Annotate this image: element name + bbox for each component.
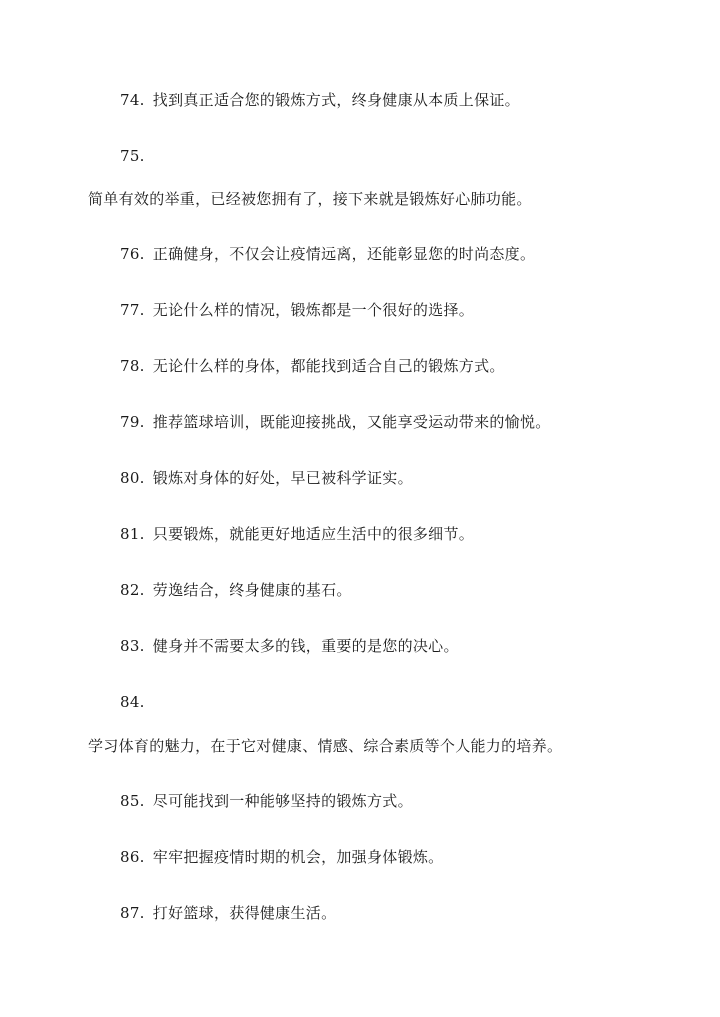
item-number: 79. bbox=[120, 413, 145, 431]
list-item bbox=[120, 90, 520, 110]
item-number: 82. bbox=[120, 581, 145, 599]
item-text: 学习体育的魅力，在于它对健康、情感、综合素质等个人能力的培养。 bbox=[88, 737, 563, 755]
list-item bbox=[120, 300, 474, 320]
item-text: 推荐篮球培训，既能迎接挑战，又能享受运动带来的愉悦。 bbox=[152, 413, 551, 431]
list-item bbox=[120, 636, 459, 656]
list-item bbox=[120, 580, 352, 600]
item-number: 80. bbox=[120, 469, 145, 487]
item-text: 简单有效的举重，已经被您拥有了，接下来就是锻炼好心肺功能。 bbox=[88, 190, 532, 208]
list-item bbox=[120, 524, 474, 544]
item-number: 75. bbox=[120, 147, 145, 165]
item-text: 劳逸结合，终身健康的基石。 bbox=[152, 581, 352, 599]
item-text: 锻炼对身体的好处，早已被科学证实。 bbox=[152, 469, 413, 487]
item-text: 打好篮球，获得健康生活。 bbox=[152, 904, 337, 922]
item-number: 84. bbox=[120, 693, 145, 711]
item-number: 74. bbox=[120, 91, 145, 109]
item-number: 81. bbox=[120, 525, 145, 543]
item-text: 尽可能找到一种能够坚持的锻炼方式。 bbox=[152, 792, 413, 810]
item-text: 牢牢把握疫情时期的机会，加强身体锻炼。 bbox=[152, 848, 444, 866]
item-number: 77. bbox=[120, 301, 145, 319]
item-number: 76. bbox=[120, 245, 145, 263]
list-item bbox=[120, 412, 551, 432]
item-text: 正确健身，不仅会让疫情远离，还能彰显您的时尚态度。 bbox=[152, 245, 536, 263]
list-item bbox=[120, 903, 336, 923]
list-item bbox=[120, 468, 413, 488]
list-item bbox=[120, 692, 153, 712]
item-text: 找到真正适合您的锻炼方式，终身健康从本质上保证。 bbox=[152, 91, 520, 109]
item-text: 无论什么样的身体，都能找到适合自己的锻炼方式。 bbox=[152, 357, 505, 375]
item-number: 87. bbox=[120, 904, 145, 922]
list-item bbox=[120, 356, 505, 376]
list-item bbox=[120, 791, 413, 811]
item-text: 无论什么样的情况，锻炼都是一个很好的选择。 bbox=[152, 301, 475, 319]
list-item bbox=[120, 146, 153, 166]
list-item bbox=[120, 847, 443, 867]
item-text: 健身并不需要太多的钱，重要的是您的决心。 bbox=[152, 637, 459, 655]
item-number: 86. bbox=[120, 848, 145, 866]
item-text: 只要锻炼，就能更好地适应生活中的很多细节。 bbox=[152, 525, 475, 543]
item-number: 85. bbox=[120, 792, 145, 810]
item-number: 78. bbox=[120, 357, 145, 375]
list-item bbox=[120, 244, 535, 264]
item-number: 83. bbox=[120, 637, 145, 655]
